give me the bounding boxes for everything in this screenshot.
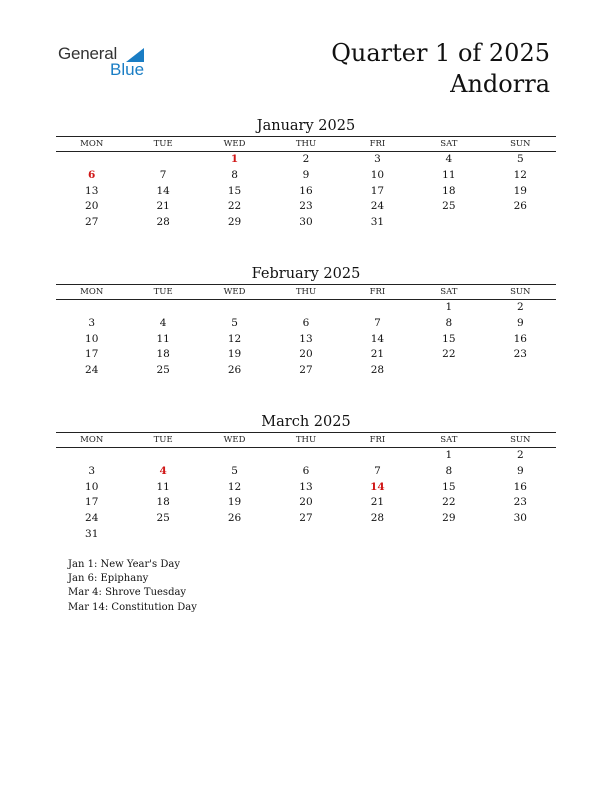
day-cell: 14: [370, 332, 385, 345]
weekday-label: FRI: [369, 435, 386, 445]
weekday-label: SUN: [510, 287, 531, 297]
holiday-note: Mar 4: Shrove Tuesday: [68, 587, 187, 599]
day-cell: 3: [88, 316, 96, 329]
weekday-label: MON: [80, 139, 104, 149]
weekday-label: WED: [223, 287, 246, 297]
day-cell: 9: [516, 464, 524, 477]
weekday-label: FRI: [369, 139, 386, 149]
day-cell: [342, 300, 413, 316]
week-row: [56, 184, 556, 200]
day-cell: 11: [156, 480, 170, 493]
week-row: [56, 215, 556, 231]
day-cell: [485, 527, 556, 543]
day-cell: 11: [156, 332, 170, 345]
weekday-label: FRI: [369, 287, 386, 297]
holiday-note: Jan 1: New Year's Day: [68, 559, 180, 570]
day-cell: 28: [370, 512, 385, 525]
day-cell: 21: [156, 200, 170, 213]
weekday-label: SUN: [510, 435, 531, 445]
day-cell: 8: [445, 316, 453, 329]
holiday-note: Mar 14: Constitution Day: [68, 601, 197, 613]
day-cell: 4: [159, 464, 167, 477]
day-cell: 27: [299, 512, 313, 525]
day-cell: [199, 527, 270, 543]
weekday-label: WED: [223, 139, 246, 149]
day-cell: [56, 300, 127, 316]
day-cell: [270, 448, 341, 464]
day-cell: 3: [88, 464, 96, 477]
month-january: [56, 116, 556, 231]
day-cell: 17: [370, 184, 385, 197]
week-row: [56, 168, 556, 184]
weekday-label: THU: [295, 139, 317, 149]
logo-blue-text: Blue: [110, 60, 145, 79]
day-cell: 8: [445, 464, 453, 477]
day-cell: 23: [513, 496, 527, 509]
day-cell: 21: [370, 348, 385, 361]
day-cell: [199, 300, 270, 316]
week-row: [56, 347, 556, 363]
day-cell: 22: [442, 348, 456, 361]
day-cell: 7: [159, 168, 167, 181]
day-cell: 13: [85, 184, 99, 197]
day-cell: 13: [299, 332, 313, 345]
day-cell: 1: [445, 449, 453, 461]
weekday-label: SAT: [440, 287, 458, 297]
weekday-header: [56, 136, 556, 152]
day-cell: [127, 527, 198, 543]
day-cell: 17: [85, 348, 99, 361]
day-cell: 15: [442, 332, 456, 345]
day-cell: 1: [445, 301, 453, 313]
day-cell: 8: [231, 168, 238, 181]
day-cell: 30: [299, 216, 313, 229]
day-cell: 15: [442, 480, 456, 493]
day-cell: 14: [156, 184, 170, 197]
title-country: Andorra: [450, 70, 550, 98]
day-cell: 26: [227, 512, 242, 525]
day-cell: 2: [516, 301, 524, 313]
weekday-label: TUE: [153, 435, 173, 445]
weekday-label: SAT: [440, 139, 458, 149]
day-cell: 27: [299, 364, 313, 377]
week-row: [56, 316, 556, 332]
day-cell: [413, 363, 484, 379]
day-cell: 11: [442, 168, 456, 181]
page-title: [331, 38, 550, 100]
day-cell: 10: [370, 168, 385, 181]
day-cell: [127, 448, 198, 464]
week-row: [56, 152, 556, 168]
day-cell: [56, 448, 127, 464]
weekday-label: SAT: [440, 435, 458, 445]
holiday-note: Jan 6: Epiphany: [68, 573, 149, 585]
week-row: [56, 332, 556, 348]
day-cell: 20: [299, 348, 313, 361]
day-cell: 26: [513, 200, 527, 213]
title-quarter: Quarter 1 of 2025: [331, 39, 550, 67]
month-february: [56, 264, 556, 379]
weekday-header: [56, 284, 556, 300]
day-cell: [485, 363, 556, 379]
day-cell: 19: [227, 496, 242, 509]
day-cell: 17: [85, 496, 99, 509]
day-cell: 13: [299, 480, 313, 493]
day-cell: 20: [85, 200, 99, 213]
day-cell: 9: [516, 316, 524, 329]
week-row: [56, 199, 556, 215]
day-cell: 6: [302, 464, 310, 477]
day-cell: 7: [374, 316, 381, 329]
day-cell: 28: [156, 216, 170, 229]
day-cell: 6: [302, 316, 310, 329]
month-title: March 2025: [261, 414, 351, 430]
day-cell: 4: [159, 316, 167, 329]
day-cell: 10: [85, 332, 99, 345]
day-cell: 24: [370, 200, 385, 213]
month-title: January 2025: [256, 118, 356, 134]
day-cell: 31: [370, 216, 385, 229]
week-row: [56, 511, 556, 527]
day-cell: 6: [88, 168, 96, 181]
day-cell: 26: [227, 364, 242, 377]
day-cell: 18: [156, 496, 170, 509]
week-row: [56, 480, 556, 496]
day-cell: [270, 300, 341, 316]
day-cell: 16: [513, 332, 527, 345]
day-cell: [56, 152, 127, 168]
day-cell: [342, 448, 413, 464]
weekday-label: THU: [295, 287, 317, 297]
weekday-label: WED: [223, 435, 246, 445]
week-row: [56, 495, 556, 511]
day-cell: 22: [442, 496, 456, 509]
day-cell: [199, 448, 270, 464]
day-cell: [127, 152, 198, 168]
weekday-label: MON: [80, 287, 104, 297]
day-cell: 14: [370, 480, 385, 493]
day-cell: 25: [442, 200, 456, 213]
day-cell: 1: [230, 153, 239, 165]
week-row: [56, 527, 556, 543]
day-cell: 30: [513, 512, 527, 525]
day-cell: 9: [302, 168, 310, 181]
day-cell: 18: [156, 348, 170, 361]
day-cell: 25: [156, 364, 170, 377]
day-cell: 5: [231, 316, 238, 329]
day-cell: 5: [231, 464, 238, 477]
day-cell: 23: [513, 348, 527, 361]
logo: [58, 44, 158, 84]
day-cell: [270, 527, 341, 543]
day-cell: [413, 215, 484, 231]
day-cell: 2: [516, 449, 524, 461]
day-cell: [413, 527, 484, 543]
day-cell: 27: [85, 216, 99, 229]
day-cell: [342, 527, 413, 543]
day-cell: 10: [85, 480, 99, 493]
day-cell: 25: [156, 512, 170, 525]
day-cell: 16: [513, 480, 527, 493]
weekday-header: [56, 432, 556, 448]
day-cell: [485, 215, 556, 231]
weekday-label: THU: [295, 435, 317, 445]
weekday-label: TUE: [153, 139, 173, 149]
day-cell: 29: [442, 512, 456, 525]
day-cell: 18: [442, 184, 456, 197]
week-row: [56, 300, 556, 316]
holiday-notes: [68, 558, 197, 615]
day-cell: 23: [299, 200, 313, 213]
day-cell: 16: [299, 184, 313, 197]
day-cell: 28: [370, 364, 385, 377]
week-row: [56, 363, 556, 379]
week-row: [56, 464, 556, 480]
day-cell: 3: [374, 153, 381, 165]
day-cell: 5: [516, 153, 524, 165]
day-cell: 12: [227, 332, 242, 345]
day-cell: 19: [513, 184, 527, 197]
day-cell: 19: [227, 348, 242, 361]
day-cell: 4: [445, 153, 453, 165]
day-cell: 31: [85, 527, 99, 540]
day-cell: 12: [513, 168, 527, 181]
day-cell: 15: [227, 184, 242, 197]
weekday-label: SUN: [510, 139, 531, 149]
day-cell: 29: [227, 216, 242, 229]
week-row: [56, 448, 556, 464]
weekday-label: TUE: [153, 287, 173, 297]
day-cell: 2: [302, 153, 310, 165]
day-cell: 21: [370, 496, 385, 509]
weekday-label: MON: [80, 435, 104, 445]
month-march: [56, 412, 556, 543]
day-cell: 24: [85, 512, 99, 525]
day-cell: 22: [227, 200, 242, 213]
month-title: February 2025: [251, 266, 361, 282]
logo-general-text: General: [58, 44, 118, 63]
day-cell: 24: [85, 364, 99, 377]
day-cell: 12: [227, 480, 242, 493]
day-cell: 7: [374, 464, 381, 477]
day-cell: [127, 300, 198, 316]
day-cell: 20: [299, 496, 313, 509]
